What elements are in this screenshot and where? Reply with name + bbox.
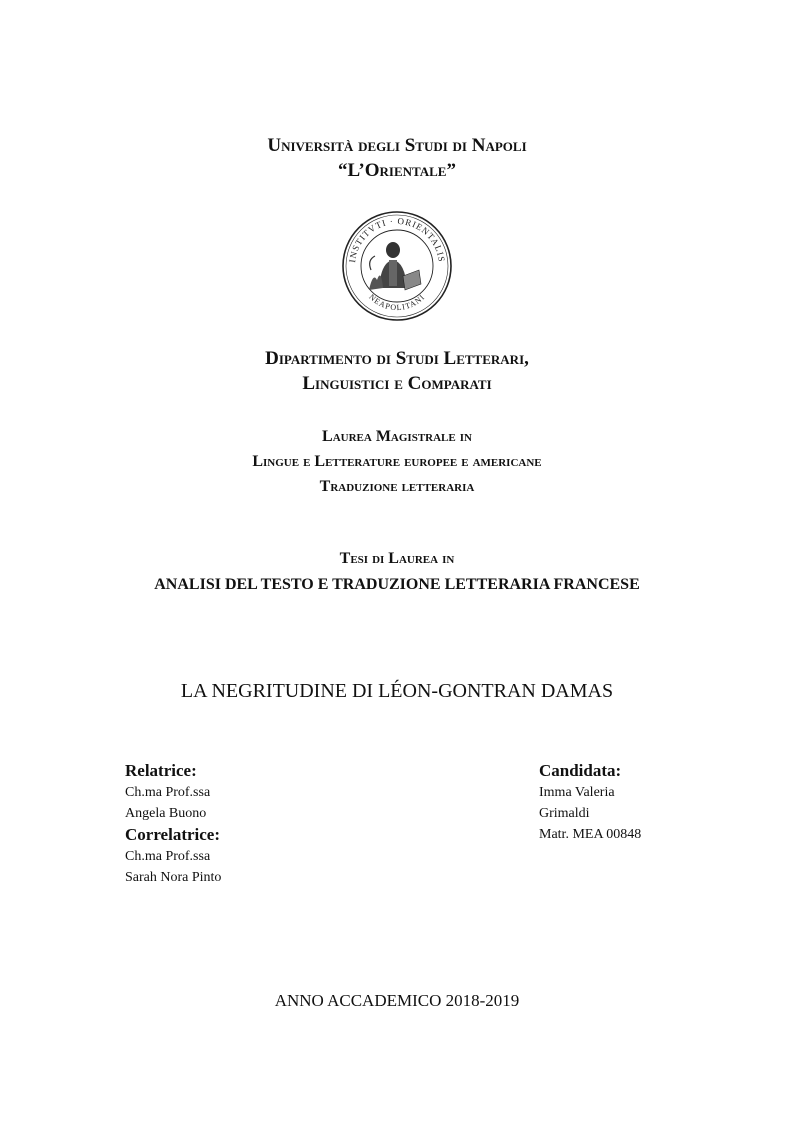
candidate-column — [539, 760, 641, 845]
university-header — [0, 133, 794, 183]
university-subname: “L’Orientale” — [338, 160, 456, 181]
candidate-matricola: Matr. MEA 00848 — [539, 827, 642, 842]
degree-line-2: Lingue e Letterature europee e americane — [252, 453, 542, 470]
candidate-surname: Grimaldi — [539, 806, 590, 821]
university-name: Università degli Studi di Napoli — [267, 135, 527, 156]
co-supervisor-name: Sarah Nora Pinto — [125, 870, 222, 885]
thesis-subject: ANALISI DEL TESTO E TRADUZIONE LETTERARIA FRANCESE — [154, 576, 640, 593]
supervisor-name: Angela Buono — [125, 806, 207, 821]
degree-line-1: Laurea Magistrale in — [322, 428, 472, 445]
department-line-1: Dipartimento di Studi Letterari, — [265, 348, 529, 369]
degree-line-3: Traduzione letteraria — [319, 478, 475, 495]
thesis-title: LA NEGRITUDINE DI LÉON-GONTRAN DAMAS — [180, 680, 614, 702]
seal-bottom-text: NEAPOLITANI — [367, 292, 427, 313]
department-block — [0, 346, 794, 396]
co-supervisor-title: Ch.ma Prof.ssa — [125, 849, 211, 864]
seal-top-text: INSTITVTI · ORIENTALIS — [347, 215, 447, 264]
candidate-first-names: Imma Valeria — [539, 785, 615, 800]
supervisors-column — [125, 760, 221, 888]
thesis-heading: Tesi di Laurea in — [339, 550, 455, 567]
supervisor-label: Relatrice: — [125, 761, 197, 780]
candidate-label: Candidata: — [539, 761, 622, 780]
supervisor-title: Ch.ma Prof.ssa — [125, 785, 211, 800]
degree-block — [0, 424, 794, 499]
university-seal — [341, 210, 453, 322]
department-line-2: Linguistici e Comparati — [302, 373, 492, 394]
scholar-figure-icon — [369, 242, 421, 290]
academic-year: ANNO ACCADEMICO 2018-2019 — [274, 991, 520, 1010]
co-supervisor-label: Correlatrice: — [125, 825, 221, 844]
